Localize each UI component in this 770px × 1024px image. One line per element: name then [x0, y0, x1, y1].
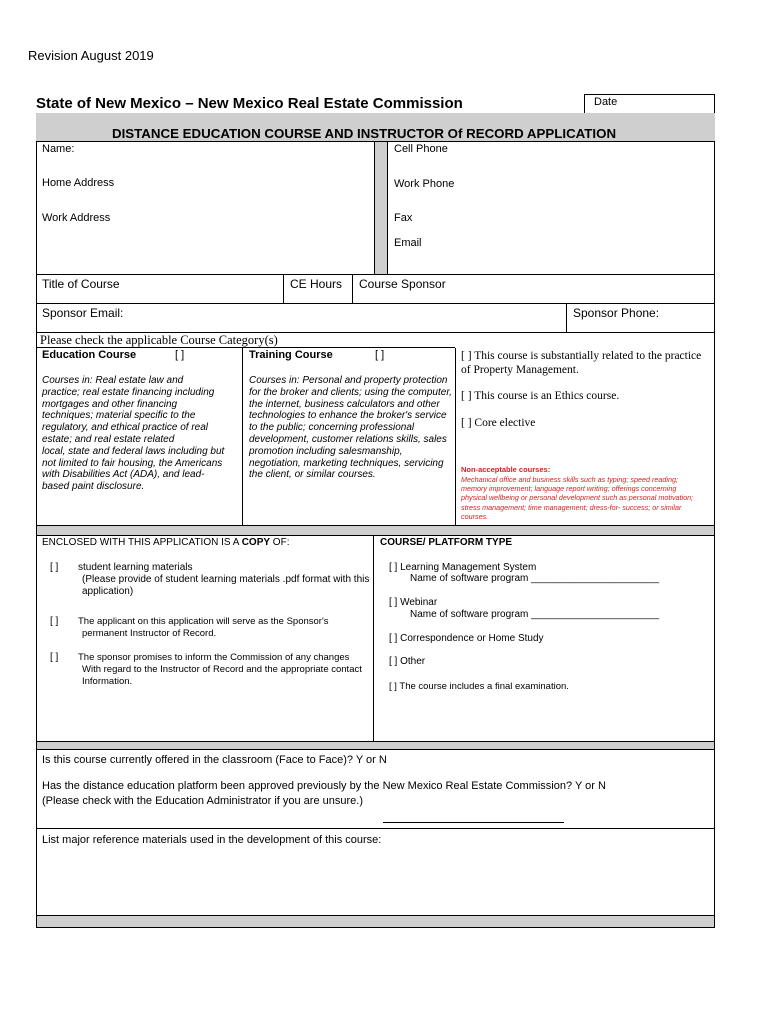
lms-software-name[interactable]: Name of software program _______________________ [410, 573, 660, 584]
enclosed-item-1-note: (Please provide of student learning materials .pdf format with this [82, 574, 370, 585]
education-course-description: Courses in: Real estate law and practice; real estate financing including mortgages and other financing techniques; material specific to the regulatory, and ethical practice of real estate; and real estate related local, state and federal laws including but not limited to fair housing, the Americans with Disabilities Act (ADA), and lead- based paint disclosure. [42, 375, 225, 493]
ce-hours-field[interactable]: CE Hours [290, 277, 343, 291]
enclosed-item-3-checkbox[interactable]: [ ] [50, 652, 59, 663]
platform-heading: COURSE/ PLATFORM TYPE [380, 537, 513, 548]
name-field[interactable]: Name: [42, 143, 75, 155]
work-phone-field[interactable]: Work Phone [394, 178, 455, 190]
nonacceptable-heading: Non-acceptable courses: [461, 465, 551, 474]
enclosed-item-1-checkbox[interactable]: [ ] [50, 562, 59, 573]
reference-materials-label: List major reference materials used in the development of this course: [42, 834, 382, 846]
contact-divider [374, 142, 387, 274]
training-course-label: Training Course [249, 349, 333, 361]
home-address-field[interactable]: Home Address [42, 177, 115, 189]
webinar-software-name[interactable]: Name of software program _______________________ [410, 609, 660, 620]
enclosed-item-2-label: The applicant on this application will serve as the Sponsor's [78, 616, 329, 627]
sponsor-phone-field[interactable]: Sponsor Phone: [573, 306, 660, 320]
email-field[interactable]: Email [394, 237, 422, 249]
work-address-field[interactable]: Work Address [42, 212, 111, 224]
course-sponsor-field[interactable]: Course Sponsor [359, 277, 446, 291]
sponsor-email-field[interactable]: Sponsor Email: [42, 306, 124, 320]
nonacceptable-list: Mechanical office and business skills such as typing; speed reading; memory improvement; language report writing; offerings concerning physical wellbeing or personal development such as personal motivation; stress management; time management; dress-for- success; or similar courses. [461, 475, 694, 521]
core-elective-option[interactable]: [ ] Core elective [461, 417, 536, 429]
education-course-label: Education Course [42, 349, 137, 361]
enclosed-item-1-note-cont: application) [82, 586, 134, 597]
webinar-option[interactable]: [ ] Webinar [389, 597, 438, 608]
course-title-field[interactable]: Title of Course [42, 277, 120, 291]
education-course-checkbox[interactable]: [ ] [175, 349, 185, 361]
ethics-option[interactable]: [ ] This course is an Ethics course. [461, 390, 620, 402]
check-administrator-note: (Please check with the Education Administrator if you are unsure.) [42, 795, 363, 807]
approved-platform-question[interactable]: Has the distance education platform been approved previously by the New Mexico Real Estate Commission? Y or N [42, 780, 606, 792]
page-title: State of New Mexico – New Mexico Real Estate Commission [36, 95, 463, 112]
category-heading: Please check the applicable Course Category(s) [40, 333, 278, 347]
final-exam-option[interactable]: [ ] The course includes a final examination. [389, 681, 569, 692]
enclosed-heading: ENCLOSED WITH THIS APPLICATION IS A COPY OF: [42, 537, 290, 548]
training-course-checkbox[interactable]: [ ] [375, 349, 385, 361]
date-label: Date [594, 96, 618, 108]
enclosed-item-1-label: student learning materials [78, 562, 193, 573]
other-option[interactable]: [ ] Other [389, 656, 426, 667]
enclosed-item-2-label-cont: permanent Instructor of Record. [82, 628, 217, 639]
lms-option[interactable]: [ ] Learning Management System [389, 562, 537, 573]
property-management-option[interactable]: [ ] This course is substantially related to the practice [461, 350, 702, 362]
correspondence-option[interactable]: [ ] Correspondence or Home Study [389, 633, 544, 644]
face-to-face-question[interactable]: Is this course currently offered in the classroom (Face to Face)? Y or N [42, 754, 387, 766]
revision-label: Revision August 2019 [28, 48, 154, 63]
enclosed-item-3-label-cont2: Information. [82, 676, 133, 687]
enclosed-item-3-label-cont: With regard to the Instructor of Record and the appropriate contact [82, 664, 362, 675]
form-subtitle: DISTANCE EDUCATION COURSE AND INSTRUCTOR Of RECORD APPLICATION [112, 126, 617, 141]
fax-field[interactable]: Fax [394, 212, 413, 224]
date-field[interactable] [584, 94, 715, 114]
training-course-description: Courses in: Personal and property protection for the broker and clients; using the computer, the internet, business calculators and other technologies to enhance the broker's service to the public; concerning professional development, customer relations skills, sales promotion including salesmanship, negotiation, marketing techniques, servicing the client, or similar courses. [249, 375, 452, 481]
enclosed-item-3-label: The sponsor promises to inform the Commission of any changes [78, 652, 350, 663]
enclosed-item-2-checkbox[interactable]: [ ] [50, 616, 59, 627]
signature-line[interactable] [383, 822, 564, 823]
cell-phone-field[interactable]: Cell Phone [394, 143, 448, 155]
property-management-option-cont: of Property Management. [461, 364, 579, 376]
